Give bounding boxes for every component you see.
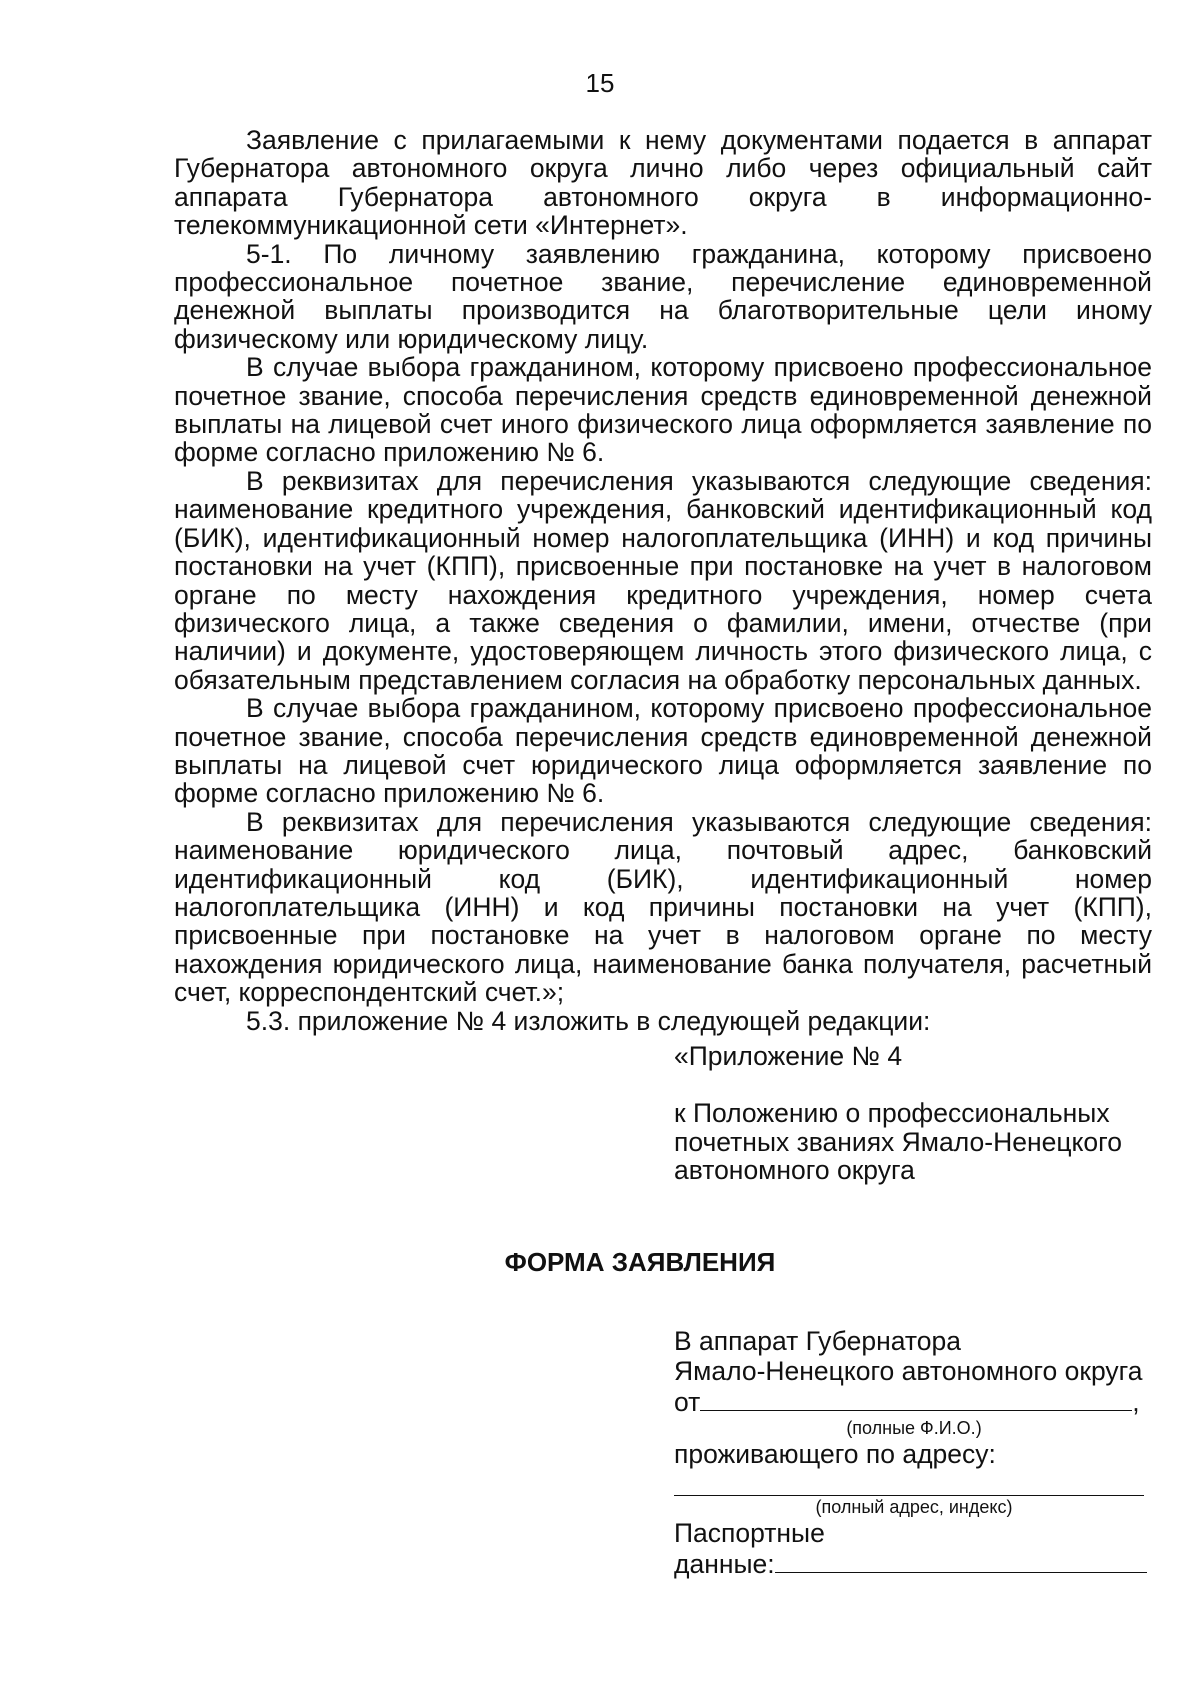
recipient-line: В аппарат Губернатора: [674, 1326, 961, 1356]
passport-field[interactable]: [775, 1548, 1147, 1573]
page-number: 15: [585, 68, 615, 98]
appendix-subtitle-line: к Положению о профессиональных: [674, 1098, 1110, 1129]
paragraph: 5.3. приложение № 4 изложить в следующей редакции:: [246, 1005, 931, 1036]
form-title: ФОРМА ЗАЯВЛЕНИЯ: [504, 1247, 776, 1277]
passport-label: Паспортные: [674, 1518, 825, 1548]
paragraph: 5-1. По личному заявлению гражданина, которому присвоено профессиональное почетное звание, перечисление единовременной денежной выплаты производится на благотворительные цели иному физическому или юридическому лицу.: [174, 238, 1152, 354]
appendix-title: «Приложение № 4: [674, 1041, 903, 1071]
appendix-subtitle-line: автономного округа: [674, 1155, 915, 1186]
from-line: [674, 1386, 1154, 1417]
paragraph: В случае выбора гражданином, которому присвоено профессиональное почетное звание, способа перечисления средств единовременной денежной выплаты на лицевой счет иного физического лица оформляется заявление по форме согласно приложению № 6.: [174, 352, 1152, 468]
fio-field[interactable]: [700, 1386, 1132, 1411]
paragraph: В реквизитах для перечисления указываются следующие сведения: наименование юридического лица, почтовый адрес, банковский идентификационный код (БИК), идентификационный номер налогоплательщика (ИНН) и код причины постановки на учет (КПП), присвоенные при постановке на учет в налоговом органе по месту нахождения юридического лица, наименование банка получателя, расчетный счет, корреспондентский счет.»;: [174, 806, 1152, 1008]
fio-caption: (полные Ф.И.О.): [846, 1418, 982, 1438]
recipient-line: Ямало-Ненецкого автономного округа: [674, 1356, 1143, 1386]
body-text: [174, 126, 1152, 1035]
passport-line: [674, 1548, 1154, 1579]
from-prefix: от: [674, 1387, 701, 1417]
paragraph: Заявление с прилагаемыми к нему документами подается в аппарат Губернатора автономного округа лично либо через официальный сайт аппарата Губернатора автономного округа в информационно-телекоммуникационной сети «Интернет».: [174, 125, 1152, 241]
address-caption: (полный адрес, индекс): [815, 1497, 1013, 1517]
from-suffix: ,: [1132, 1387, 1140, 1417]
paragraph: В случае выбора гражданином, которому присвоено профессиональное почетное звание, способа перечисления средств единовременной денежной выплаты на лицевой счет юридического лица оформляется заявление по форме согласно приложению № 6.: [174, 693, 1152, 809]
passport-label-2: данные:: [674, 1549, 775, 1579]
appendix-subtitle-line: почетных званиях Ямало-Ненецкого: [674, 1126, 1122, 1157]
paragraph: В реквизитах для перечисления указываются следующие сведения: наименование кредитного учреждения, банковский идентификационный код (БИК), идентификационный номер налогоплательщика (ИНН) и код причины постановки на учет (КПП), присвоенные при постановке на учет в налоговом органе по месту нахождения кредитного учреждения, номер счета физического лица, а также сведения о фамилии, имени, отчестве (при наличии) и документе, удостоверяющем личность этого физического лица, с обязательным представлением согласия на обработку персональных данных.: [174, 465, 1152, 695]
address-block: [674, 1326, 1154, 1579]
address-field[interactable]: [674, 1469, 1144, 1496]
residence-label: проживающего по адресу:: [674, 1439, 996, 1469]
appendix-header: [674, 1042, 1154, 1185]
